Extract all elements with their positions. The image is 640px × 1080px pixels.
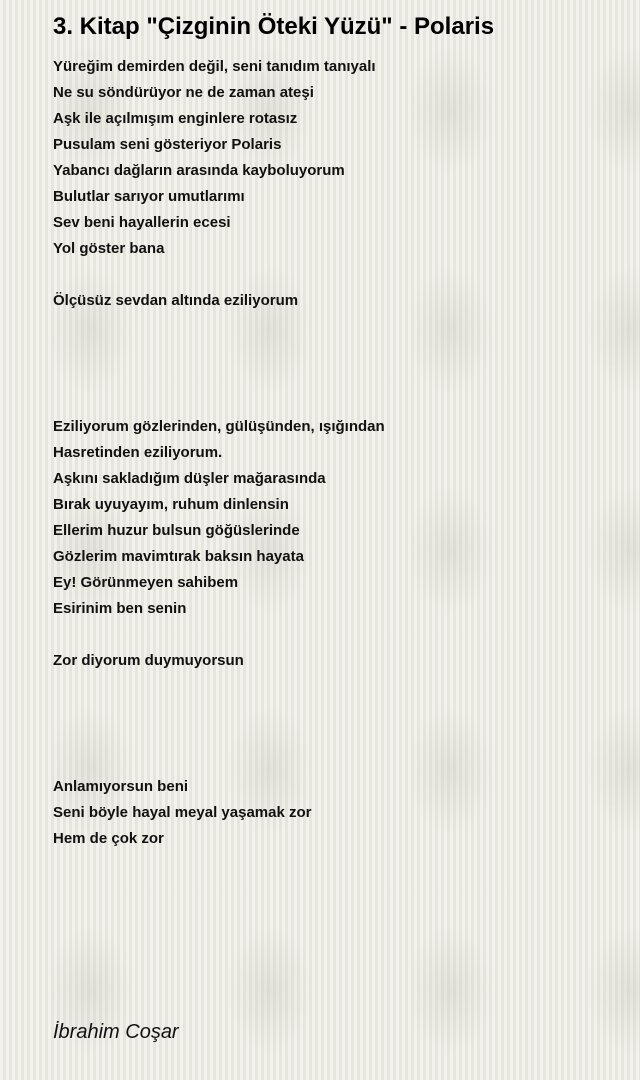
poem-line: Ellerim huzur bulsun göğüslerinde [53, 522, 300, 539]
poem-title: 3. Kitap "Çizginin Öteki Yüzü" - Polaris [53, 13, 495, 40]
poem-line: Sev beni hayallerin ecesi [53, 214, 231, 231]
author-name: İbrahim Coşar [53, 1021, 179, 1043]
poem-line: Esirinim ben senin [53, 600, 187, 617]
poem-line: Pusulam seni gösteriyor Polaris [53, 136, 282, 153]
poem-line: Ey! Görünmeyen sahibem [53, 574, 239, 591]
poem-line: Eziliyorum gözlerinden, gülüşünden, ışığından [53, 418, 385, 435]
stanza-4 [53, 648, 613, 674]
poem-line: Yabancı dağların arasında kayboluyorum [53, 162, 345, 179]
poem-line: Yol göster bana [53, 240, 165, 257]
poem-body [53, 54, 613, 878]
poem-line: Bulutlar sarıyor umutlarımı [53, 188, 245, 205]
poem-line: Aşkını sakladığım düşler mağarasında [53, 470, 326, 487]
stanza-2 [53, 288, 613, 314]
poem-line: Hasretinden eziliyorum. [53, 444, 223, 461]
poem-line: Aşk ile açılmışım enginlere rotasız [53, 110, 298, 127]
stanza-1 [53, 54, 613, 262]
stanza-3 [53, 414, 613, 622]
poem-line: Anlamıyorsun beni [53, 778, 189, 795]
poem-line: Zor diyorum duymuyorsun [53, 652, 244, 669]
stanza-5 [53, 774, 613, 852]
poem-line: Gözlerim mavimtırak baksın hayata [53, 548, 304, 565]
poem-line: Bırak uyuyayım, ruhum dinlensin [53, 496, 289, 513]
poem-line: Ölçüsüz sevdan altında eziliyorum [53, 292, 299, 309]
poem-line: Yüreğim demirden değil, seni tanıdım tanıyalı [53, 58, 376, 75]
poem-line: Ne su söndürüyor ne de zaman ateşi [53, 84, 314, 101]
poem-line: Seni böyle hayal meyal yaşamak zor [53, 804, 312, 821]
poem-line: Hem de çok zor [53, 830, 164, 847]
